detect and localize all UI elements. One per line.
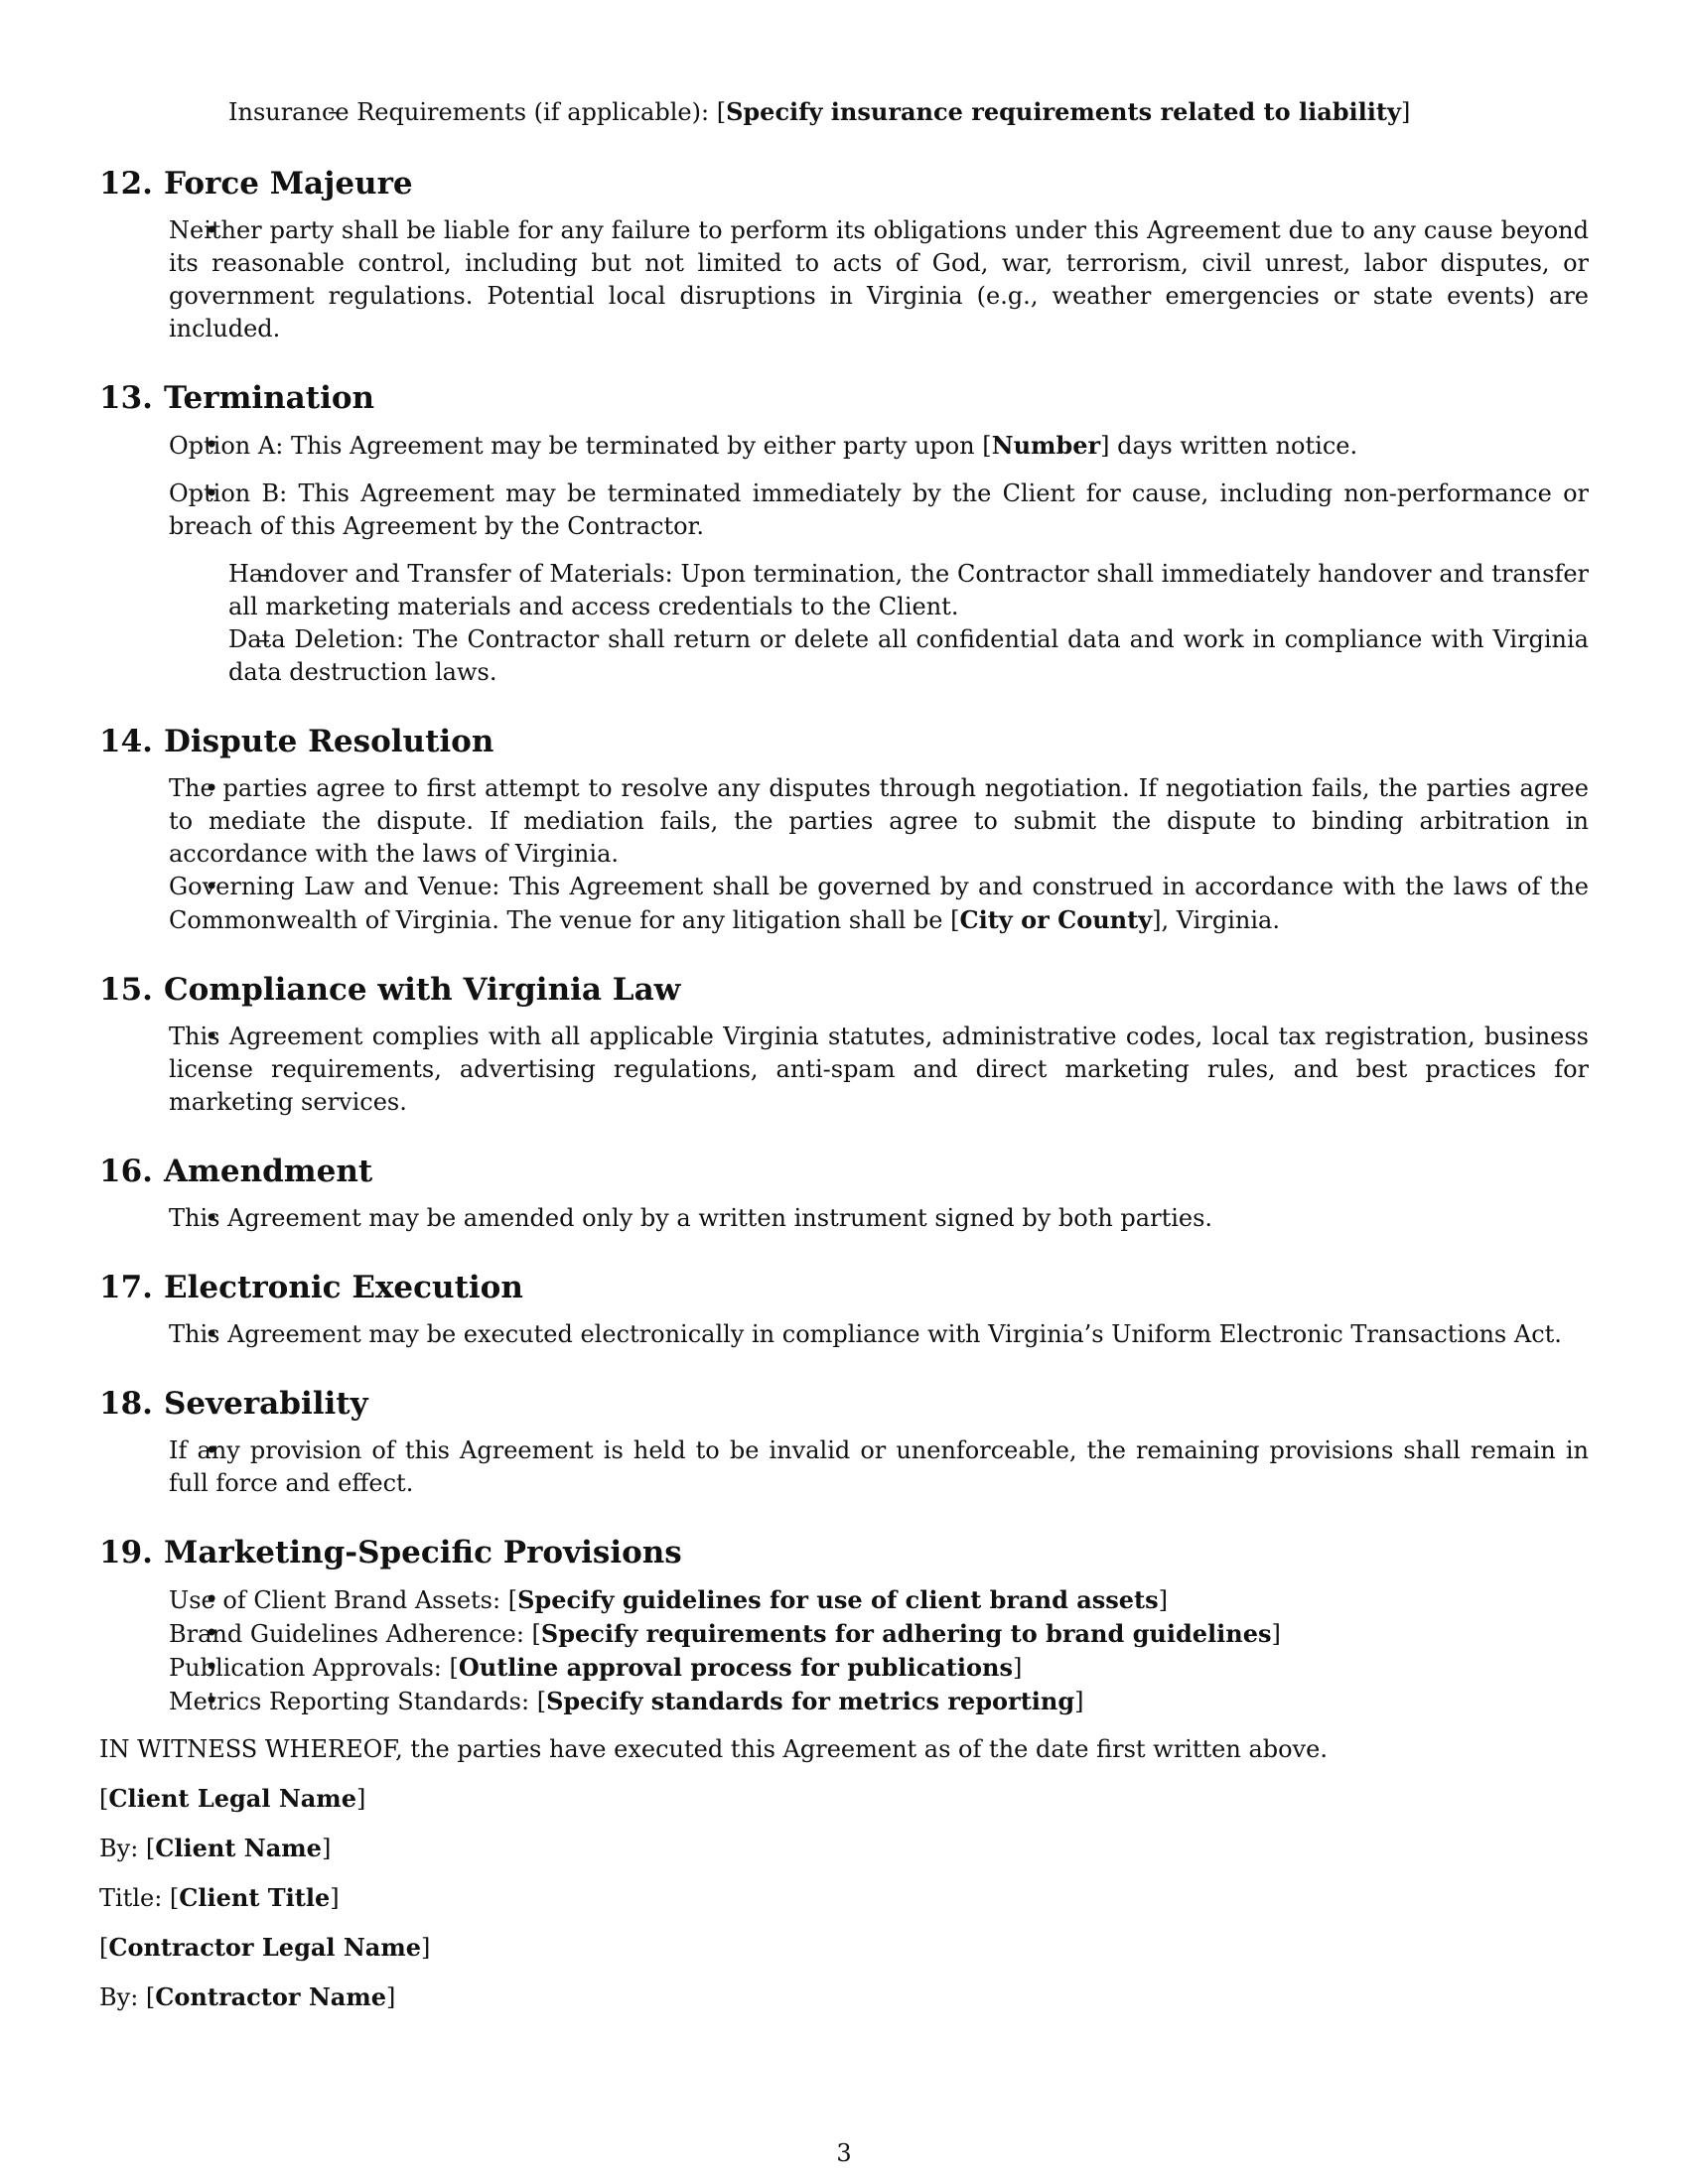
section-13-heading: 13. Termination: [99, 380, 375, 416]
data-deletion-item: – Data Deletion: The Contractor shall return or delete all confidential data and work in compliance with Virginia data destruction laws.: [228, 623, 1589, 689]
section-19-heading: 19. Marketing-Specific Provisions: [99, 1535, 682, 1570]
insurance-item: – Insurance Requirements (if applicable): [Specify insurance requirements related to liability]: [228, 95, 1589, 129]
section-17-list: [99, 1318, 1589, 1351]
section-15-list: [99, 1021, 1589, 1119]
page-number: 3: [836, 2139, 852, 2167]
section-18-heading: 18. Severability: [99, 1386, 368, 1422]
section-17-item: • This Agreement may be executed electronically in compliance with Virginia’s Uniform Electronic Transactions Act.: [169, 1318, 1589, 1351]
handover-item: – Handover and Transfer of Materials: Upon termination, the Contractor shall immediately handover and transfer all marketing materials and access credentials to the Client.: [228, 558, 1589, 623]
section-12-list: [99, 214, 1589, 345]
provision-placeholder: Specify guidelines for use of client brand assets: [517, 1585, 1159, 1614]
section-16-item: • This Agreement may be amended only by a written instrument signed by both parties.: [169, 1202, 1589, 1235]
section-12-heading: 12. Force Majeure: [99, 166, 413, 202]
witness-paragraph: IN WITNESS WHEREOF, the parties have executed this Agreement as of the date first written above.: [99, 1735, 1328, 1763]
insurance-list: [99, 95, 1589, 129]
negotiation-item: • The parties agree to first attempt to resolve any disputes through negotiation. If negotiation fails, the parties agree to mediate the dispute. If mediation fails, the parties agree to submit the dispute to binding arbitration in accordance with the laws of Virginia.: [169, 772, 1589, 871]
provision-item: • Publication Approvals: [Outline approval process for publications]: [169, 1651, 1589, 1685]
contractor-legal-name: [Contractor Legal Name]: [99, 1933, 431, 1962]
section-14-heading: 14. Dispute Resolution: [99, 724, 494, 759]
venue-placeholder: City or County: [959, 905, 1153, 934]
provision-placeholder: Specify standards for metrics reporting: [546, 1687, 1075, 1715]
client-by-line: By: [Client Name]: [99, 1834, 332, 1862]
document-page: [99, 95, 1589, 2014]
governing-law-item: • Governing Law and Venue: This Agreement shall be governed by and construed in accordance with the laws of the Commonwealth of Virginia. The venue for any litigation shall be [City or County], Virginia.: [169, 871, 1589, 937]
section-16-list: [99, 1202, 1589, 1235]
provision-placeholder: Outline approval process for publications: [458, 1653, 1013, 1682]
client-title-line: Title: [Client Title]: [99, 1883, 340, 1912]
contractor-by-line: By: [Contractor Name]: [99, 1982, 396, 2011]
section-12-item: • Neither party shall be liable for any failure to perform its obligations under this Agreement due to any cause beyond its reasonable control, including but not limited to acts of God, war, terrorism, civil unrest, labor disputes, or government regulations. Potential local disruptions in Virginia (e.g., weather emergencies or state events) are included.: [169, 214, 1589, 345]
option-b-sublist: [169, 558, 1589, 689]
provision-item: • Brand Guidelines Adherence: [Specify requirements for adhering to brand guidelines]: [169, 1617, 1589, 1651]
client-legal-name: [Client Legal Name]: [99, 1784, 366, 1813]
provision-placeholder: Specify requirements for adhering to brand guidelines: [540, 1619, 1272, 1648]
section-19-list: [99, 1583, 1589, 1718]
section-13-list: [99, 429, 1589, 689]
section-15-item: • This Agreement complies with all applicable Virginia statutes, administrative codes, local tax registration, business license requirements, advertising regulations, anti-spam and direct marketing rules, and best practices for marketing services.: [169, 1021, 1589, 1119]
insurance-placeholder: Specify insurance requirements related to liability: [726, 97, 1401, 126]
provision-item: • Metrics Reporting Standards: [Specify standards for metrics reporting]: [169, 1685, 1589, 1718]
section-17-heading: 17. Electronic Execution: [99, 1270, 523, 1305]
section-15-heading: 15. Compliance with Virginia Law: [99, 972, 681, 1008]
number-placeholder: Number: [991, 431, 1101, 460]
section-18-item: • If any provision of this Agreement is held to be invalid or unenforceable, the remaining provisions shall remain in full force and effect.: [169, 1434, 1589, 1500]
provision-item: • Use of Client Brand Assets: [Specify guidelines for use of client brand assets]: [169, 1583, 1589, 1617]
section-18-list: [99, 1434, 1589, 1500]
option-b-item: • Option B: This Agreement may be terminated immediately by the Client for cause, including non-performance or breach of this Agreement by the Contractor. – Handover and Transfer of Materials: Upon termination, the Contractor shall immediately handover and transfer all marketing materials and access credentials to the Client. – Data Deletion: The Contractor shall return or delete all confidential data and work in compliance with Virginia data destruction laws.: [169, 478, 1589, 689]
section-14-list: [99, 772, 1589, 937]
option-a-item: • Option A: This Agreement may be terminated by either party upon [Number] days written notice.: [169, 429, 1589, 463]
section-16-heading: 16. Amendment: [99, 1154, 373, 1189]
